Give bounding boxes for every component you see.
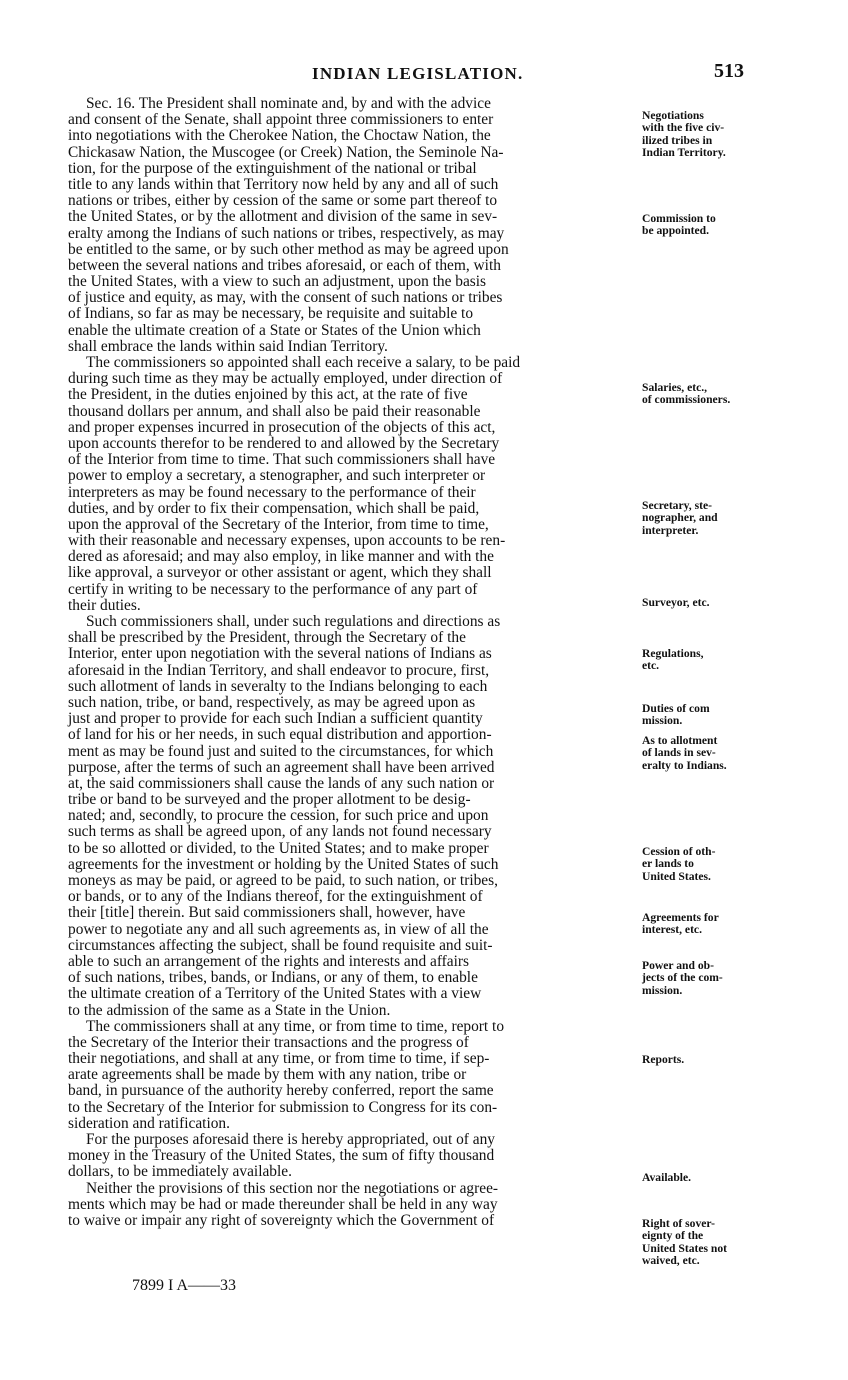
body-line: circumstances affecting the subject, shall be found requisite and suit- [68,936,493,954]
body-line: their negotiations, and shall at any time, or from time to time, if sep- [68,1050,490,1068]
margin-note-line: with the five civ- [642,121,725,135]
margin-note-line: Available. [642,1171,692,1184]
body-line: at, the said commissioners shall cause the lands of any such nation or [68,774,495,792]
body-line: dered as aforesaid; and may also employ, in like manner and with the [68,548,494,566]
body-line: to be so allotted or divided, to the United States; and to make proper [68,839,489,857]
margin-note-line: jects of the com- [642,971,723,985]
body-line: duties, and by order to fix their compensation, which shall be paid, [68,499,480,517]
margin-note-line: Reports. [642,1053,685,1066]
body-line: of the Interior from time to time. That such commissioners shall have [68,451,496,469]
running-header-title: INDIAN LEGISLATION. [312,64,524,83]
body-line: to waive or impair any right of sovereignty which the Government of [68,1211,495,1229]
margin-note-line: Commission to [642,212,716,225]
body-line: and proper expenses incurred in prosecution of the objects of this act, [68,418,496,436]
margin-note [642,1054,760,1066]
margin-note-line: nographer, and [642,511,718,525]
body-line: able to such an arrangement of the rights and interests and affairs [68,952,470,970]
body-line: Interior, enter upon negotiation with the several nations of Indians as [68,645,492,663]
body-line: such nation, tribe, or band, respectively, as may be agreed upon as [68,693,476,711]
margin-note [642,648,760,673]
margin-note-line: eralty to Indians. [642,758,727,772]
body-line: power to employ a secretary, a stenographer, and such interpreter or [68,467,486,485]
margin-note-line: mission. [642,714,683,728]
body-line: upon accounts therefor to be rendered to and allowed by the Secretary [68,434,500,452]
body-line: aforesaid in the Indian Territory, and shall endeavor to procure, first, [68,661,490,679]
body-line: tribe or band to be surveyed and the proper allotment to be desig- [68,791,471,809]
body-text [68,96,640,1229]
margin-note-line: Indian Territory. [642,146,726,160]
body-line: The commissioners so appointed shall each receive a salary, to be paid [86,354,521,371]
margin-note-line: interest, etc. [642,923,702,937]
margin-note [642,213,760,238]
body-line: of land for his or her needs, in such equal distribution and apportion- [68,726,492,744]
body-line: be entitled to the same, or by such other method as may be agreed upon [68,240,509,258]
body-line: arate agreements shall be made by them with any nation, tribe or [68,1066,467,1084]
signature-mark: 7899 I A——33 [132,1277,236,1294]
margin-note-line: Salaries, etc., [642,381,708,394]
body-line: Such commissioners shall, under such regulations and directions as [86,613,501,630]
body-line: ment as may be found just and suited to the circumstances, for which [68,742,494,760]
margin-note-line: interpreter. [642,523,699,537]
margin-note [642,912,760,937]
body-line: just and proper to provide for each such Indian a sufficient quantity [68,710,483,728]
margin-note-line: Secretary, ste- [642,499,712,512]
body-line: money in the Treasury of the United States, the sum of fifty thousand [68,1147,495,1165]
body-line: the President, in the duties enjoined by this act, at the rate of five [68,386,468,404]
body-line: their duties. [68,596,141,614]
body-line: of Indians, so far as may be necessary, be requisite and suitable to [68,305,474,323]
margin-note-line: United States. [642,869,711,883]
margin-note [642,597,760,609]
body-line: enable the ultimate creation of a State or States of the Union which [68,321,481,339]
body-line: The commissioners shall at any time, or from time to time, report to [86,1017,505,1035]
body-line: power to negotiate any and all such agreements as, in view of all the [68,920,489,938]
body-line: upon the approval of the Secretary of the Interior, from time to time, [68,515,489,533]
margin-note-line: Cession of oth- [642,845,716,858]
body-line: or bands, or to any of the Indians thereof, for the extinguishment of [68,888,483,906]
margin-note-line: Duties of com [642,702,710,715]
margin-note [642,703,760,728]
margin-note-line: be appointed. [642,224,710,238]
body-line: ments which may be had or made thereunder shall be held in any way [68,1195,498,1213]
margin-note-line: Right of sover- [642,1217,715,1230]
body-line: the Secretary of the Interior their transactions and the progress of [68,1033,469,1051]
margin-note [642,735,760,772]
body-line: to the admission of the same as a State in the Union. [68,1001,391,1019]
body-line: dollars, to be immediately available. [68,1163,292,1181]
margin-note [642,110,760,160]
margin-note-line: mission. [642,983,683,997]
body-line: For the purposes aforesaid there is hereby appropriated, out of any [86,1131,496,1148]
body-line: eralty among the Indians of such nations or tribes, respectively, as may [68,224,505,242]
margin-note-line: er lands to [642,857,694,871]
body-line: title to any lands within that Territory now held by any and all of such [68,175,499,193]
body-line: tion, for the purpose of the extinguishment of the national or tribal [68,159,477,177]
body-line: of justice and equity, as may, with the consent of such nations or tribes [68,289,503,307]
body-line: such terms as shall be agreed upon, of any lands not found necessary [68,823,492,841]
body-line: agreements for the investment or holding by the United States of such [68,855,499,873]
body-line: into negotiations with the Cherokee Nation, the Choctaw Nation, the [68,127,491,145]
margin-note-line: Power and ob- [642,959,714,972]
body-line: Chickasaw Nation, the Muscogee (or Creek) Nation, the Seminole Na- [68,143,504,161]
body-line: like approval, a surveyor or other assistant or agent, which they shall [68,564,492,582]
margin-note-line: Surveyor, etc. [642,596,710,609]
body-line: shall be prescribed by the President, through the Secretary of the [68,629,466,647]
body-line: moneys as may be paid, or agreed to be paid, to such nation, or tribes, [68,872,498,889]
body-line: between the several nations and tribes aforesaid, or each of them, with [68,256,501,274]
body-line: certify in writing to be necessary to the performance of any part of [68,580,478,598]
margin-note [642,960,760,997]
margin-note-line: Negotiations [642,109,704,122]
margin-note-line: eignty of the [642,1229,704,1243]
margin-note-line: United States not [642,1241,728,1255]
margin-note [642,1172,760,1184]
body-line: the United States, or by the allotment and division of the same in sev- [68,208,498,226]
body-line: thousand dollars per annum, and shall also be paid their reasonable [68,402,481,420]
body-line: the United States, with a view to such an adjustment, upon the basis [68,273,487,291]
margin-note-line: Regulations, [642,647,704,660]
body-line: with their reasonable and necessary expenses, upon accounts to be ren- [68,532,506,550]
body-line: of such nations, tribes, bands, or Indians, or any of them, to enable [68,969,478,987]
margin-note-line: of lands in sev- [642,746,716,760]
body-line: Neither the provisions of this section nor the negotiations or agree- [86,1179,499,1197]
body-line: band, in pursuance of the authority hereby conferred, report the same [68,1082,494,1100]
body-line: shall embrace the lands within said Indian Territory. [68,337,388,355]
margin-note [642,1218,760,1268]
body-line: their [title] therein. But said commissioners shall, however, have [68,904,466,922]
body-line: and consent of the Senate, shall appoint three commissioners to enter [68,111,494,129]
body-line: nated; and, secondly, to procure the cession, for such price and upon [68,807,489,825]
page-number: 513 [714,60,744,82]
body-line: Sec. 16. The President shall nominate and, by and with the advice [86,95,491,112]
body-line: purpose, after the terms of such an agreement shall have been arrived [68,758,495,776]
body-line: nations or tribes, either by cession of the same or some part thereof to [68,192,498,210]
margin-note [642,846,760,883]
margin-note [642,500,760,537]
body-line: sideration and ratification. [68,1114,230,1132]
margin-note-line: of commissioners. [642,393,731,407]
margin-note-line: etc. [642,659,660,673]
margin-note-line: waived, etc. [642,1254,700,1268]
body-line: the ultimate creation of a Territory of the United States with a view [68,985,482,1003]
margin-note-line: ilized tribes in [642,133,713,147]
margin-note [642,382,760,407]
margin-note-line: As to allotment [642,734,718,747]
margin-note-line: Agreements for [642,911,719,924]
body-line: to the Secretary of the Interior for submission to Congress for its con- [68,1098,498,1116]
body-line: such allotment of lands in severalty to the Indians belonging to each [68,677,488,695]
body-line: during such time as they may be actually employed, under direction of [68,370,503,388]
body-line: interpreters as may be found necessary to the performance of their [68,483,476,501]
